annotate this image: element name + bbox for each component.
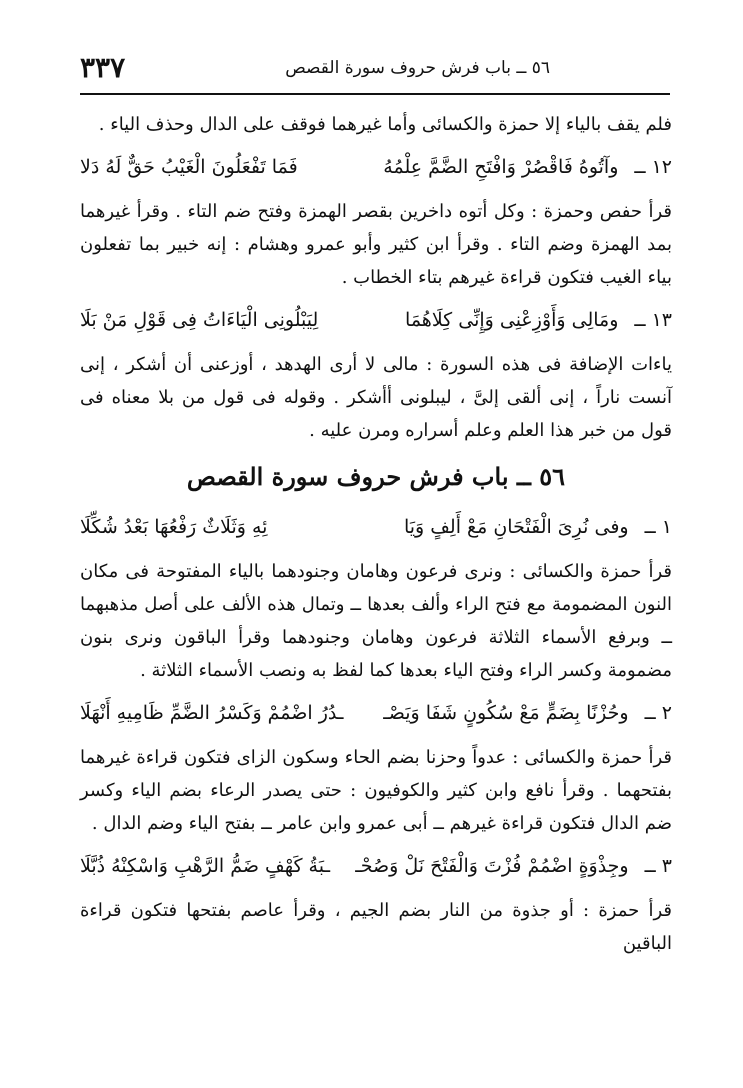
- paragraph: قرأ حمزة والكسائى : ونرى فرعون وهامان وجنودهما بالياء المفتوحة فى مكان النون المضمومة مع فتح الراء وألف بعدها ــ وتمال هذه الألف على أصل مذهبهما ــ وبرفع الأسماء الثلاثة فرعون وهامان وجنودهما وقرأ الباقون ونرى بنون مضمومة وكسر الراء وفتح الياء بعدها كما لفظ به ونصب الأسماء الثلاثة .: [80, 561, 672, 681]
- verse-first-hemistich: ومَالِى وَأَوْزِعْنِى وَإِنِّى كِلَاهُمَا: [405, 309, 619, 331]
- paragraph: ياءات الإضافة فى هذه السورة : مالى لا أرى الهدهد ، أوزعنى أن أشكر ، إنى آنست ناراً ، إنى ألقى إلىَّ ، ليبلونى أأشكر . وقوله فى قول من بلا معناه فى قول من خبر هذا العلم وعلم أسراره ومرن عليه .: [80, 354, 672, 441]
- verse-number: ١٢ ــ: [634, 156, 672, 178]
- verse-line: [80, 693, 672, 733]
- verse-second-hemistich: ـبَةُ كَهْفٍ ضَمُّ الرَّهْبِ وَاسْكِنْهُ ذُبَّلَا: [80, 855, 331, 877]
- verse-second-hemistich: فَمَا تَفْعَلُونَ الْغَيْبُ حَقٌّ لَهُ دَلا: [79, 156, 298, 178]
- header-rule: [80, 93, 670, 95]
- verse-line: [80, 846, 672, 886]
- chapter-title: ٥٦ ــ باب فرش حروف سورة القصص: [186, 462, 566, 491]
- verse-second-hemistich: ئِهِ وَثَلَاثٌ رَفْعُهَا بَعْدُ شُكِّلَا: [79, 516, 268, 538]
- verse-line: [80, 507, 672, 547]
- running-title: ٥٦ ــ باب فرش حروف سورة القصص: [285, 58, 550, 78]
- page-header: [80, 46, 670, 90]
- verse-number: ١٣ ــ: [634, 309, 672, 331]
- verse-number: ١ ــ: [644, 516, 672, 538]
- verse-first-hemistich: وفى نُرِىَ الْفَتْحَانِ مَعْ أَلِفٍ وَيَا: [403, 516, 629, 538]
- verse-first-hemistich: وآتُوهُ فَاقْصُرْ وَافْتَحِ الضَّمَّ عِلْمُهُ: [383, 156, 619, 178]
- verse-line: [80, 147, 672, 187]
- verse-second-hemistich: ـدُرُ اضْمُمْ وَكَسْرُ الضَّمِّ ظَامِيهِ أَنْهَلَا: [79, 702, 344, 724]
- verse-number: ٢ ــ: [644, 702, 672, 724]
- page-body: [80, 108, 672, 966]
- verse-first-hemistich: وحُزْنًا بِضَمٍّ مَعْ سُكُونٍ شَفَا وَيَصْـ: [383, 702, 629, 724]
- paragraph: قرأ حمزة : أو جذوة من النار بضم الجيم ، وقرأ عاصم بفتحها فتكون قراءة الباقين: [80, 900, 672, 954]
- page-number: ٣٣٧: [80, 51, 126, 84]
- verse-line: [80, 300, 672, 340]
- verse-number: ٣ ــ: [644, 855, 672, 877]
- verse-first-hemistich: وجِذْوَةٍ اضْمُمْ فُزْتَ وَالْفَتْحَ نَلْ وَصُحْـ: [355, 855, 629, 877]
- verse-second-hemistich: لِيَبْلُونِى الْيَاءَاتُ فِى قَوْلِ مَنْ بَلَا: [79, 309, 319, 331]
- paragraph: فلم يقف بالياء إلا حمزة والكسائى وأما غيرهما فوقف على الدال وحذف الياء .: [98, 114, 672, 135]
- paragraph: قرأ حمزة والكسائى : عدواً وحزنا بضم الحاء وسكون الزاى فتكون قراءة غيرهما بفتحهما . وقرأ نافع وابن كثير والكوفيون : حتى يصدر الرعاء بضم الياء وكسر ضم الدال فتكون قراءة غيرهم ــ أبى عمرو وابن عامر ــ بفتح الياء وضم الدال .: [80, 747, 672, 834]
- paragraph: قرأ حفص وحمزة : وكل أتوه داخرين بقصر الهمزة وفتح ضم التاء . وقرأ غيرهما بمد الهمزة وضم التاء . وقرأ ابن كثير وأبو عمرو وهشام : إنه خبير بما تفعلون بياء الغيب فتكون قراءة غيرهم بتاء الخطاب .: [80, 201, 672, 288]
